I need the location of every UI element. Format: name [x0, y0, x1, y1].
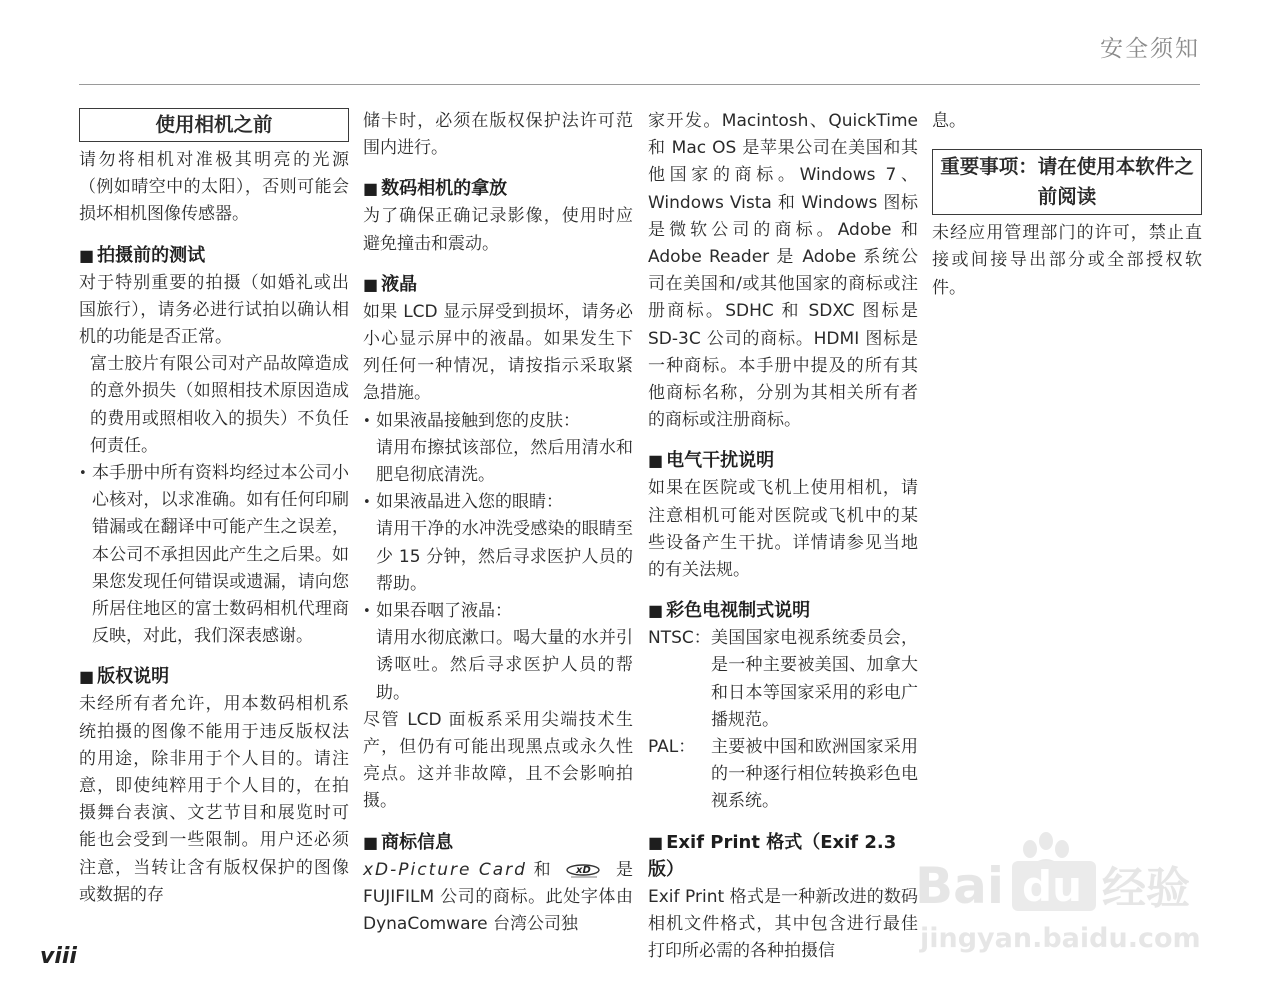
baidu-watermark: [910, 815, 1240, 965]
intro-paragraph: 请勿将相机对准极其明亮的光源（例如晴空中的太阳），否则可能会损坏相机图像传感器。: [79, 150, 349, 225]
and-text: 和: [533, 859, 551, 880]
lcd-bullet-eyes: • 如果液晶进入您的眼睛：: [363, 489, 633, 516]
xd-picture-card-logo-icon: [565, 861, 601, 879]
ntsc-definition: [648, 625, 918, 734]
heading-text: Exif Print 格式（Exif 2.3 版）: [648, 831, 897, 880]
square-bullet-icon: ■: [648, 451, 664, 471]
xd-picture-card-name: xD-Picture Card: [363, 859, 527, 880]
heading-text: 拍摄前的测试: [97, 244, 206, 266]
heading-text: 数码相机的拿放: [381, 178, 508, 200]
square-bullet-icon: ■: [363, 832, 379, 852]
trademark-line: [363, 857, 633, 884]
section-heading-test-shots: [79, 242, 349, 269]
lcd-bullet-skin-detail: 请用布擦拭该部位，然后用清水和肥皂彻底清洗。: [376, 437, 633, 486]
heading-text: 彩色电视制式说明: [666, 600, 811, 622]
lcd-bullet-eyes-detail: 请用干净的水冲洗受感染的眼睛至少 15 分钟，然后寻求医护人员的帮助。: [376, 519, 633, 594]
square-bullet-icon: ■: [79, 245, 95, 265]
heading-text: 版权说明: [97, 666, 170, 688]
column-2: [363, 108, 633, 938]
svg-text:xD: xD: [576, 865, 592, 877]
section-heading-exif: [648, 829, 918, 883]
software-notice-paragraph: 未经应用管理部门的许可，禁止直接或间接导出部分或全部授权软件。: [932, 223, 1202, 298]
section-title: 安全须知: [1100, 36, 1200, 62]
lcd-bullet-swallow: • 如果吞咽了液晶：: [363, 598, 633, 625]
section-heading-interference: [648, 447, 918, 474]
lcd-paragraph-1: 如果 LCD 显示屏受到损坏，请务必小心显示屏中的液晶。如果发生下列任何一种情况，请按指示采取紧急措施。: [363, 301, 633, 404]
column-3: [648, 108, 918, 965]
section-heading-lcd: [363, 271, 633, 298]
pal-text: 主要被中国和欧洲国家采用的一种逐行相位转换彩色电视系统。: [711, 737, 918, 812]
is-text: 是: [615, 859, 633, 880]
copyright-continued: 储卡时，必须在版权保护法许可范围内进行。: [363, 111, 633, 159]
lcd-bullet-swallow-detail: 请用水彻底漱口。喝大量的水并引诱呕吐。然后寻求医护人员的帮助。: [376, 628, 633, 703]
heading-text: 商标信息: [381, 831, 454, 853]
copyright-paragraph: 未经所有者允许，用本数码相机系统拍摄的图像不能用于违反版权法的用途，除非用于个人目的。请注意，即使纯粹用于个人目的，在拍摄舞台表演、文艺节目和展览时可能也会受到一些限制。用户还必须注意，当转让含有版权保护的图像或数据的存: [79, 694, 349, 905]
watermark-brand-a: Bai: [915, 857, 1004, 915]
exif-paragraph: Exif Print 格式是一种新改进的数码相机文件格式，其中包含进行最佳打印所必需的各种拍摄信: [648, 886, 918, 962]
boxed-heading-software-notice: 重要事项：请在使用本软件之前阅读: [932, 149, 1202, 215]
handling-paragraph: 为了确保正确记录影像，使用时应避免撞击和震动。: [363, 206, 633, 254]
column-1: [79, 108, 349, 909]
heading-text: 液晶: [381, 273, 418, 295]
pal-label: PAL：: [648, 737, 696, 758]
trademark-continued: 家开发。Macintosh、QuickTime 和 Mac OS 是苹果公司在美国和其他国家的商标。Windows 7、Windows Vista 和 Windows 图标是微软公司的商标。Adobe 和 Adobe Reader 是 Adobe 系统公司在美国和/或其他国家的商标或注册商标。SDHC 和 SDXC 图标是 SD-3C 公司的商标。HDMI 图标是一种商标。本手册中提及的所有其他商标名称，分别为其相关所有者的商标或注册商标。: [648, 111, 918, 431]
lcd-paragraph-2: 尽管 LCD 面板系采用尖端技术生产，但仍有可能出现黑点或永久性亮点。这并非故障，且不会影响拍摄。: [363, 709, 633, 812]
trademark-paragraph: FUJIFILM 公司的商标。此处字体由 DynaComware 台湾公司独: [363, 886, 633, 935]
ntsc-text: 美国国家电视系统委员会，是一种主要被美国、加拿大和日本等国家采用的彩电广播规范。: [711, 628, 918, 730]
test-paragraph-2: 富士胶片有限公司对产品故障造成的意外损失（如照相技术原因造成的费用或照相收入的损失）不负任何责任。: [90, 354, 349, 456]
lcd-bullet-skin: • 如果液晶接触到您的皮肤：: [363, 408, 633, 435]
column-4: [932, 108, 1202, 302]
heading-text: 电气干扰说明: [666, 450, 775, 472]
square-bullet-icon: ■: [363, 179, 379, 199]
pal-definition: [648, 734, 918, 816]
test-paragraph-1: 对于特别重要的拍摄（如婚礼或出国旅行），请务必进行试拍以确认相机的功能是否正常。: [79, 272, 349, 348]
section-heading-tv-system: [648, 597, 918, 624]
interference-paragraph: 如果在医院或飞机上使用相机，请注意相机可能对医院或飞机中的某些设备产生干扰。详情请参见当地的有关法规。: [648, 478, 918, 581]
section-heading-trademarks: [363, 829, 633, 856]
header-divider: [79, 84, 1200, 85]
watermark-brand-b: du: [1022, 862, 1082, 911]
square-bullet-icon: ■: [363, 274, 379, 294]
watermark-brand-c: 经验: [1102, 863, 1190, 914]
square-bullet-icon: ■: [648, 832, 664, 852]
ntsc-label: NTSC：: [648, 628, 711, 649]
watermark-url: jingyan.baidu.com: [920, 923, 1201, 954]
test-bullet: • 本手册中所有资料均经过本公司小心核对，以求准确。如有任何印刷错漏或在翻译中可能产生之误差，本公司不承担因此产生之后果。如果您发现任何错误或遗漏，请向您所居住地区的富士数码相机代理商反映，对此，我们深表感谢。: [79, 460, 349, 650]
square-bullet-icon: ■: [79, 667, 95, 687]
boxed-heading-before-use: 使用相机之前: [79, 108, 349, 142]
square-bullet-icon: ■: [648, 601, 664, 621]
exif-continued: 息。: [932, 111, 966, 131]
section-heading-handling: [363, 175, 633, 202]
page-number: viii: [40, 944, 77, 969]
section-heading-copyright: [79, 663, 349, 690]
